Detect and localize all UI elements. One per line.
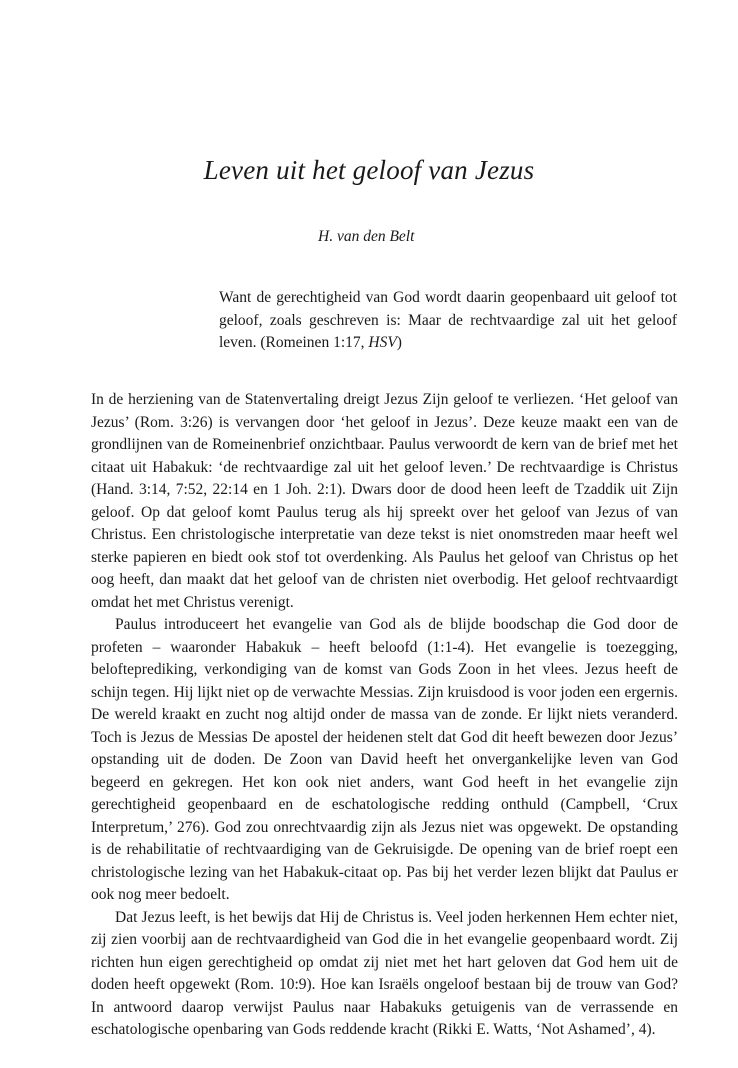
body-paragraph-3: Dat Jezus leeft, is het bewijs dat Hij de Christus is. Veel joden herkennen Hem echter niet, zij zien voorbij aan de rechtvaardigheid van God die in het evangelie geopenbaard wordt. Zij richten hun eigen gerechtigheid op omdat zij niet met het hart geloven dat God hem uit de doden heeft opgewekt (Rom. 10:9). Hoe kan Israëls ongeloof bestaan bij de trouw van God? In antwoord daarop verwijst Paulus naar Habakuks getuigenis van de verrassende en eschatologische openbaring van Gods reddende kracht (Rikki E. Watts, ‘Not Ashamed’, 4).: [91, 908, 678, 1038]
epigraph-source-abbrev: HSV: [368, 334, 397, 351]
epigraph-quote: [219, 287, 677, 355]
article-title: Leven uit het geloof van Jezus: [203, 155, 535, 185]
author-byline: H. van den Belt: [318, 228, 415, 245]
epigraph-close: ): [396, 334, 402, 351]
body-paragraph-2: Paulus introduceert het evangelie van God als de blijde boodschap die God door de profeten – waaronder Habakuk – heeft beloofd (1:1-4). Het evangelie is toezegging, belofteprediking, verkondiging van de komst van Gods Zoon in het vlees. Jezus heeft de schijn tegen. Hij lijkt niet op de verwachte Messias. Zijn kruisdood is voor joden een ergernis. De wereld kraakt en zucht nog altijd onder de massa van de zonde. Er lijkt niets veranderd. Toch is Jezus de Messias De apostel der heidenen stelt dat God dit heeft bewezen door Jezus’ opstanding uit de doden. De Zoon van David heeft het onvergankelijke leven van God begeerd en gekregen. Het kon ook niet anders, want God heeft in het evangelie zijn gerechtigheid geopenbaard en de eschatologische redding onthuld (Campbell, ‘Crux Interpretum,’ 276). God zou onrechtvaardig zijn als Jezus niet was opgewekt. De opstanding is de rehabilitatie of rechtvaardiging van de Gekruisigde. De opening van de brief roept een christologische lezing van het Habakuk-citaat op. Pas bij het verder lezen blijkt dat Paulus er ook nog meer bedoelt.: [91, 616, 678, 903]
epigraph-text: Want de gerechtigheid van God wordt daarin geopenbaard uit geloof tot geloof, zoals geschreven is: Maar de rechtvaardige zal uit het geloof leven. (Romeinen 1:17,: [219, 289, 677, 351]
article-body: [91, 389, 678, 1042]
body-paragraph-1: In de herziening van de Statenvertaling dreigt Jezus Zijn geloof te verliezen. ‘Het geloof van Jezus’ (Rom. 3:26) is vervangen door ‘het geloof in Jezus’. Deze keuze maakt een van de grondlijnen van de Romeinenbrief onzichtbaar. Paulus verwoordt de kern van de brief met het citaat uit Habakuk: ‘de rechtvaardige zal uit het geloof leven.’ De rechtvaardige is Christus (Hand. 3:14, 7:52, 22:14 en 1 Joh. 2:1). Dwars door de dood heen leeft de Tzaddik uit Zijn geloof. Op dat geloof komt Paulus terug als hij spreekt over het geloof van Jezus of van Christus. Een christologische interpretatie van deze tekst is niet onomstreden maar heeft wel sterke papieren en biedt ook stof tot overdenking. Als Paulus het geloof van Christus op het oog heeft, dan maakt dat het geloof van de christen niet overbodig. Het geloof rechtvaardigt omdat het met Christus verenigt.: [91, 391, 678, 611]
